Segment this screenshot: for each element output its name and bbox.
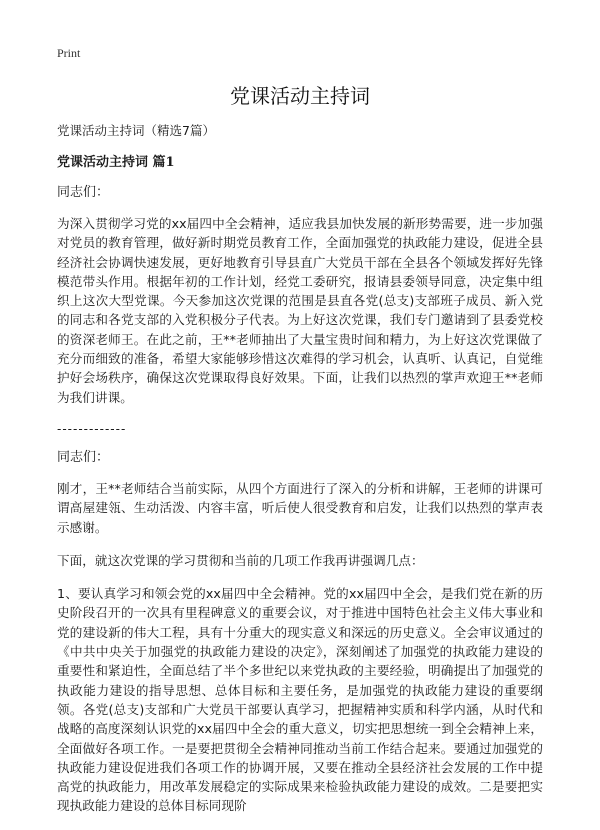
paragraph-point-one: 1、要认真学习和领会党的xx届四中全会精神。党的xx届四中全会，是我们党在新的历史阶段召开的一次具有里程碑意义的重要会议，对于推进中国特色社会主义伟大事业和党的建设新的伟大工程，具有十分重大的现实意义和深远的历史意义。全会审议通过的《中共中央关于加强党的执政能力建设的决定》，深刻阐述了加强党的执政能力建设的重要性和紧迫性，全面总结了半个多世纪以来党执政的主要经验，明确提出了加强党的执政能力建设的指导思想、总体目标和主要任务，是加强党的执政能力建设的重要纲领。各党(总支)支部和广大党员干部要认真学习，把握精神实质和科学内涵，从时代和战略的高度深刻认识党的xx届四中全会的重大意义，切实把思想统一到全会精神上来，全面做好各项工作。一是要把贯彻全会精神同推动当前工作结合起来。要通过加强党的执政能力建设促进我们各项工作的协调开展，又要在推动全县经济社会发展的工作中提高党的执政能力，用改革发展稳定的实际成果来检验执政能力建设的成效。二是要把实现执政能力建设的总体目标同现阶 [57, 586, 543, 814]
paragraph-opening: 为深入贯彻学习党的xx届四中全会精神，适应我县加快发展的新形势需要，进一步加强对党员的教育管理，做好新时期党员教育工作，全面加强党的执政能力建设，促进全县经济社会协调快速发展，更好地教育引导县直广大党员干部在全县各个领域发挥好先锋模范带头作用。根据年初的工作计划，经党工委研究，报请县委领导同意，决定集中组织上这次大型党课。今天参加这次党课的范围是县直各党(总支)支部班子成员、新入党的同志和各党支部的入党积极分子代表。为上好这次党课，我们专门邀请到了县委党校的资深老师王。在此之前，王**老师抽出了大量宝贵时间和精力，为上好这次党课做了充分而细致的准备，希望大家能够珍惜这次难得的学习机会，认真听、认真记，自觉维护好会场秩序，确保这次党课取得良好效果。下面，让我们以热烈的掌声欢迎王**老师为我们讲课。 [57, 216, 543, 405]
salutation-first: 同志们： [57, 185, 110, 200]
paragraph-thanks: 刚才，王**老师结合当前实际，从四个方面进行了深入的分析和讲解，王老师的讲课可谓高屋建瓴、生动活泼、内容丰富，听后使人很受教育和启发，让我们以热烈的掌声表示感谢。 [57, 480, 543, 535]
paragraph-transition: 下面，就这次党课的学习贯彻和当前的几项工作我再讲强调几点： [57, 552, 424, 568]
print-label: Print [57, 46, 81, 60]
document-title: 党课活动主持词 [230, 84, 370, 108]
section-separator: ------------- [57, 421, 127, 436]
document-subtitle: 党课活动主持词（精选7篇） [57, 123, 215, 138]
section-heading: 党课活动主持词 篇1 [57, 155, 175, 170]
document-body [57, 122, 543, 830]
salutation-second: 同志们： [57, 449, 110, 465]
